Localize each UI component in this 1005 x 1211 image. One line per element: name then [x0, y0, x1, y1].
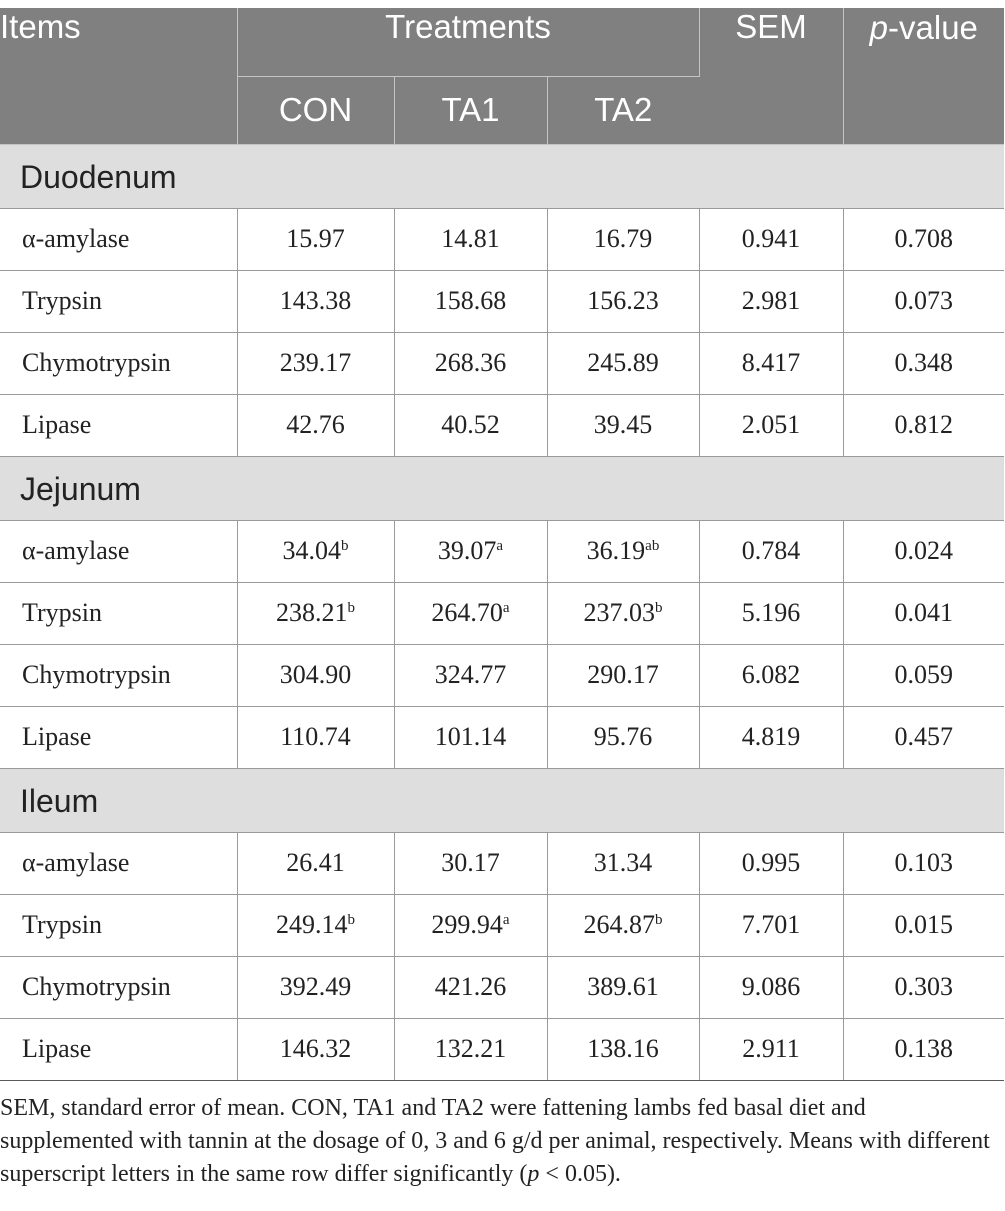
cell-ta2	[547, 832, 699, 894]
treatments-header: Treatments	[237, 8, 699, 76]
cell-sem: 0.995	[699, 832, 843, 894]
cell-sem: 6.082	[699, 644, 843, 706]
cell-con	[237, 832, 394, 894]
p-value-header	[843, 8, 1004, 144]
cell-sem: 7.701	[699, 894, 843, 956]
p-value-rest: -value	[888, 9, 978, 46]
cell-ta2	[547, 894, 699, 956]
cell-ta2	[547, 520, 699, 582]
cell-ta2	[547, 956, 699, 1018]
cell-ta2	[547, 270, 699, 332]
significance-letter: b	[341, 538, 349, 554]
cell-value: 249.14	[276, 910, 348, 939]
cell-p-value: 0.073	[843, 270, 1004, 332]
row-label: Chymotrypsin	[0, 956, 237, 1018]
cell-ta2	[547, 706, 699, 768]
cell-value: 95.76	[593, 722, 653, 751]
section-title: Duodenum	[0, 144, 1004, 208]
cell-p-value: 0.812	[843, 394, 1004, 456]
enzyme-activity-table	[0, 8, 1004, 1081]
cell-value: 264.87	[583, 910, 656, 939]
section-row	[0, 144, 1004, 208]
cell-value: 110.74	[280, 722, 351, 751]
table-row	[0, 332, 1004, 394]
section-row	[0, 768, 1004, 832]
significance-letter: b	[347, 600, 355, 616]
cell-value: 324.77	[434, 660, 507, 689]
cell-value: 15.97	[286, 224, 345, 253]
table-row	[0, 832, 1004, 894]
cell-value: 101.14	[434, 722, 507, 751]
cell-p-value: 0.041	[843, 582, 1004, 644]
table-row	[0, 208, 1004, 270]
table-row	[0, 644, 1004, 706]
significance-letter: b	[655, 600, 663, 616]
cell-value: 239.17	[279, 348, 352, 377]
cell-p-value: 0.138	[843, 1018, 1004, 1080]
row-label: Trypsin	[0, 894, 237, 956]
cell-value: 237.03	[583, 598, 656, 627]
cell-p-value: 0.348	[843, 332, 1004, 394]
cell-p-value: 0.303	[843, 956, 1004, 1018]
cell-ta1	[394, 894, 547, 956]
cell-value: 39.45	[593, 410, 653, 439]
cell-p-value: 0.708	[843, 208, 1004, 270]
footnote-text-2: < 0.05).	[539, 1161, 621, 1187]
cell-sem: 9.086	[699, 956, 843, 1018]
cell-sem: 0.941	[699, 208, 843, 270]
cell-ta1	[394, 832, 547, 894]
cell-value: 304.90	[279, 660, 352, 689]
cell-sem: 2.911	[699, 1018, 843, 1080]
cell-con	[237, 332, 394, 394]
table-row	[0, 520, 1004, 582]
cell-value: 34.04	[282, 536, 341, 565]
cell-ta1	[394, 208, 547, 270]
significance-letter: b	[347, 912, 355, 928]
cell-value: 238.21	[276, 598, 348, 627]
cell-con	[237, 706, 394, 768]
cell-ta1	[394, 1018, 547, 1080]
cell-con	[237, 894, 394, 956]
cell-value: 264.70	[431, 598, 503, 627]
cell-value: 245.89	[587, 348, 659, 377]
cell-ta2	[547, 582, 699, 644]
row-label: Trypsin	[0, 582, 237, 644]
cell-ta2	[547, 208, 699, 270]
cell-value: 36.19	[586, 536, 646, 565]
cell-value: 392.49	[279, 972, 352, 1001]
cell-sem: 2.051	[699, 394, 843, 456]
cell-value: 26.41	[286, 848, 345, 877]
cell-value: 30.17	[441, 848, 500, 877]
cell-value: 421.26	[434, 972, 507, 1001]
cell-sem: 2.981	[699, 270, 843, 332]
cell-value: 31.34	[593, 848, 653, 877]
row-label: α-amylase	[0, 832, 237, 894]
cell-con	[237, 520, 394, 582]
cell-value: 158.68	[434, 286, 507, 315]
cell-con	[237, 644, 394, 706]
cell-ta2	[547, 644, 699, 706]
cell-value: 40.52	[441, 410, 500, 439]
footnote-text-1: SEM, standard error of mean. CON, TA1 and TA2 were fattening lambs fed basal diet and supplemented with tannin at the dosage of 0, 3 and 6 g/d per animal, respectively. Means with different superscript letters in the same row differ significantly (	[0, 1095, 990, 1187]
row-label: Lipase	[0, 1018, 237, 1080]
table-body	[0, 144, 1004, 1080]
cell-ta1	[394, 956, 547, 1018]
cell-ta1	[394, 332, 547, 394]
section-title: Jejunum	[0, 456, 1004, 520]
p-italic: p	[869, 9, 889, 46]
table-row	[0, 706, 1004, 768]
section-title: Ileum	[0, 768, 1004, 832]
cell-ta2	[547, 332, 699, 394]
cell-value: 146.32	[279, 1034, 352, 1063]
row-label: α-amylase	[0, 208, 237, 270]
col-header-con: CON	[237, 76, 394, 144]
cell-value: 143.38	[279, 286, 352, 315]
cell-con	[237, 1018, 394, 1080]
cell-ta2	[547, 1018, 699, 1080]
col-header-ta2: TA2	[547, 76, 699, 144]
table-row	[0, 394, 1004, 456]
cell-ta1	[394, 706, 547, 768]
section-row	[0, 456, 1004, 520]
cell-con	[237, 270, 394, 332]
header-row-1	[0, 8, 1004, 76]
table-row	[0, 270, 1004, 332]
cell-ta2	[547, 394, 699, 456]
cell-ta1	[394, 394, 547, 456]
row-label: Trypsin	[0, 270, 237, 332]
cell-p-value: 0.059	[843, 644, 1004, 706]
cell-sem: 5.196	[699, 582, 843, 644]
cell-sem: 8.417	[699, 332, 843, 394]
cell-p-value: 0.103	[843, 832, 1004, 894]
sem-header: SEM	[699, 8, 843, 144]
significance-letter: a	[496, 538, 504, 554]
cell-value: 42.76	[286, 410, 345, 439]
cell-value: 299.94	[431, 910, 503, 939]
cell-value: 14.81	[441, 224, 500, 253]
row-label: Lipase	[0, 394, 237, 456]
cell-ta1	[394, 270, 547, 332]
cell-value: 290.17	[587, 660, 659, 689]
cell-con	[237, 956, 394, 1018]
significance-letter: ab	[645, 538, 660, 554]
col-header-ta1: TA1	[394, 76, 547, 144]
cell-con	[237, 582, 394, 644]
cell-value: 16.79	[593, 224, 653, 253]
cell-ta1	[394, 582, 547, 644]
cell-value: 156.23	[587, 286, 659, 315]
cell-value: 39.07	[437, 536, 497, 565]
table-row	[0, 1018, 1004, 1080]
footnote-p-italic: p	[527, 1161, 540, 1187]
cell-con	[237, 208, 394, 270]
cell-p-value: 0.024	[843, 520, 1004, 582]
row-label: Chymotrypsin	[0, 644, 237, 706]
cell-ta1	[394, 520, 547, 582]
cell-value: 389.61	[587, 972, 659, 1001]
cell-value: 268.36	[434, 348, 507, 377]
cell-ta1	[394, 644, 547, 706]
cell-value: 138.16	[587, 1034, 659, 1063]
items-header: Items	[0, 8, 237, 144]
cell-p-value: 0.457	[843, 706, 1004, 768]
significance-letter: a	[502, 600, 510, 616]
table-row	[0, 894, 1004, 956]
cell-p-value: 0.015	[843, 894, 1004, 956]
cell-sem: 4.819	[699, 706, 843, 768]
row-label: Chymotrypsin	[0, 332, 237, 394]
cell-con	[237, 394, 394, 456]
table-footnote	[0, 1092, 990, 1191]
cell-value: 132.21	[434, 1034, 507, 1063]
table-row	[0, 956, 1004, 1018]
cell-sem: 0.784	[699, 520, 843, 582]
table-row	[0, 582, 1004, 644]
row-label: Lipase	[0, 706, 237, 768]
significance-letter: b	[655, 912, 663, 928]
significance-letter: a	[502, 912, 510, 928]
row-label: α-amylase	[0, 520, 237, 582]
